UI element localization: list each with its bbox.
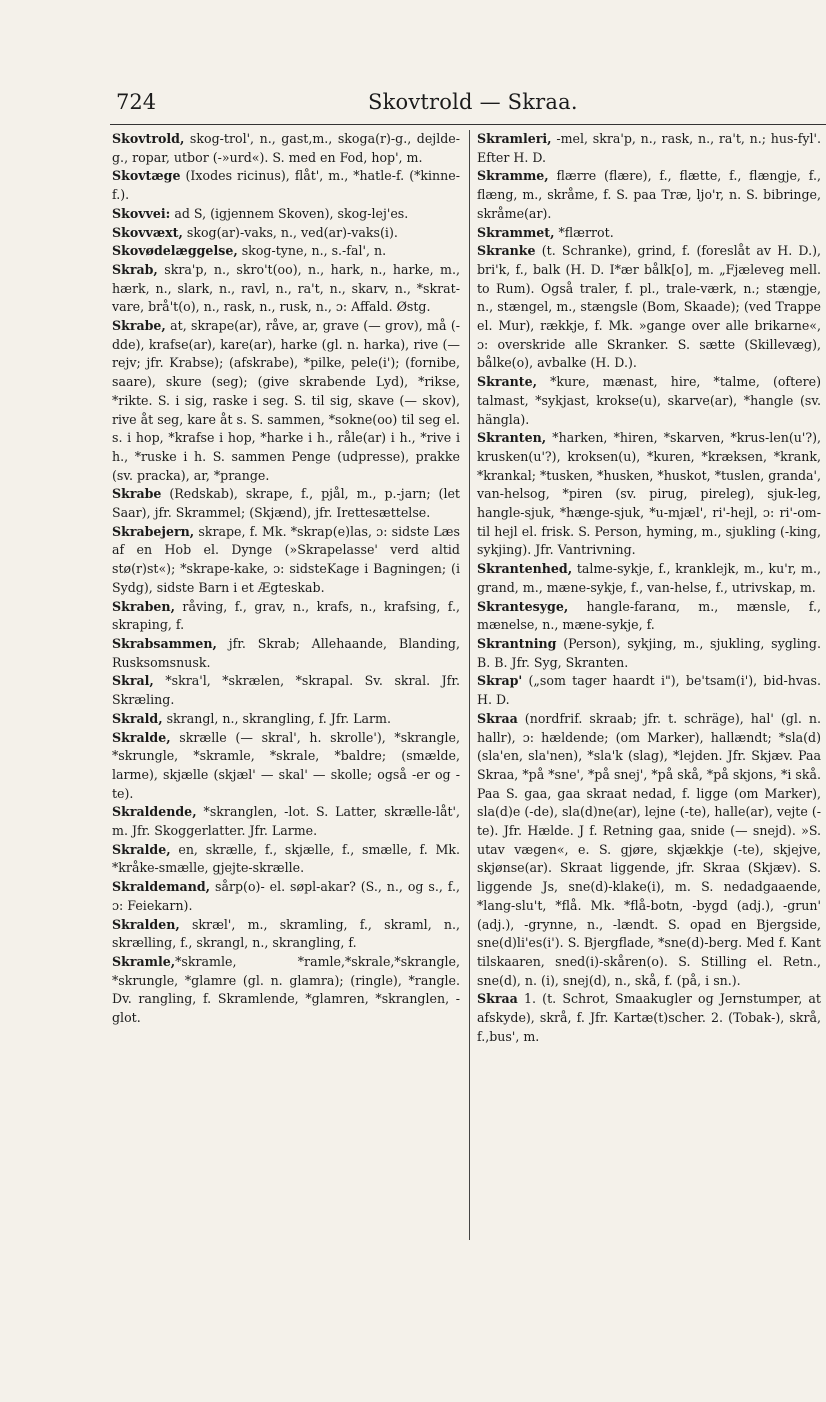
headword: Skramme, [477,168,549,184]
definition: ad S, (igjennem Skoven), skog-lej'es. [170,205,409,221]
headword: Skrabsammen, [112,635,217,651]
running-head: Skovtrold — Skraa. [368,90,578,114]
headword: Skraldende, [112,804,197,820]
dictionary-entry [477,672,821,709]
definition: skog-tyne, n., s.-fal', n. [237,243,387,259]
headword: Skovvei: [112,205,171,221]
headword: Skralde, [112,729,171,745]
definition: *kure, mænast, hire, *talme, (oftere) talmast, *sykjast, krokse(u), skarve(ar), *hangle (sv. hängla). [477,374,821,427]
definition: (Ixodes ricinus), flåt', m., *hatle-f. (*kinne-f.). [112,168,460,203]
definition: *skranglen, -lot. S. Latter, skrælle-låt', m. Jfr. Skoggerlatter. Jfr. Larme. [112,804,460,839]
dictionary-entry [112,242,460,261]
definition: („som tager haardt i"), be'tsam(i'), bid-hvas. H. D. [477,673,821,708]
dictionary-entry [477,635,821,672]
dictionary-entry [112,317,460,485]
dictionary-entry [477,224,821,243]
definition: (Person), sykjing, m., sjukling, sygling. B. B. Jfr. Syg, Skranten. [477,635,821,670]
dictionary-entry [112,261,460,317]
dictionary-entry [477,560,821,597]
definition: skog(ar)-vaks, n., ved(ar)-vaks(i). [182,224,398,240]
dictionary-entry [112,878,460,915]
headword: Skraa [477,710,518,726]
definition: skrælle (— skral', h. skrolle'), *skrangle, *skrungle, *skramle, *skrale, *baldre; (smælde, larme), skjælle (skjæl' — skal' — skolle; også -er og -te). [112,729,460,801]
headword: Skovødelæggelse, [112,243,238,259]
dictionary-entry [112,485,460,522]
dictionary-entry [112,224,460,243]
dictionary-entry [477,167,821,223]
headword: Skramleri, [477,131,552,146]
dictionary-entry [477,429,821,560]
page-header [110,88,712,122]
definition: *skra'l, *skrælen, *skrapal. Sv. skral. Jfr. Skræling. [112,673,460,708]
definition: jfr. Skrab; Allehaande, Blanding, Rusksomsnusk. [112,635,460,670]
headword: Skraa [477,991,518,1007]
definition: skog-trol', n., gast,m., skoga(r)-g., dejlde-g., ropar, utbor (-»urd«). S. med en Fod, hop', m. [112,131,460,165]
headword: Skovtæge [112,168,181,184]
dictionary-entry [112,598,460,635]
headword: Skranke [477,243,536,259]
headword: Skrab, [112,261,158,277]
definition: 1. (t. Schrot, Smaakugler og Jernstumper, at afskyde), skrå, f. Jfr. Kartæ(t)scher. 2. (Tobak-), skrå, f.,bus', m. [477,991,821,1044]
left-column [112,130,460,1028]
header-rule [110,124,826,125]
definition: -mel, skra'p, n., rask, n., ra't, n.; hus-fyl'. Efter H. D. [477,131,821,165]
dictionary-entry [112,916,460,953]
definition: at, skrape(ar), råve, ar, grave (— grov), må (-dde), krafse(ar), kare(ar), harke (gl. n. harka), rive (— rejv; jfr. Krabse); (afskrabe), *pilke, pele(i'); (fornibe, saare), skure (seg); (give skrabende Lyd), *rikse, *rikte. S. i sig, raske i seg. S. til sig, skave (— skov), rive åt seg, kare åt s. S. sammen, *sokne(oo) til seg el. s. i hop, *krafse i hop, *harke i h., råle(ar) i h., *rive i h., *ruske i h. S. sammen Penge (udpresse), prakke (sv. pracka), ar, *prange. [112,318,460,483]
dictionary-entry [112,953,460,1028]
headword: Skrap' [477,673,523,689]
definition: (Redskab), skrape, f., pjål, m., p.-jarn; (let Saar), jfr. Skrammel; (Skjænd), jfr. Irettesættelse. [112,486,460,521]
headword: Skraben, [112,598,175,614]
definition: skrape, f. Mk. *skrap(e)las, ɔ: sidste Læs af en Hob el. Dynge (»Skrapelasse' verd altid stø(r)st«); *skrape-kake, ɔ: sidsteKage i Bagningen; (i Sydg), sidste Barn i et Ægteskab. [112,523,460,595]
dictionary-entry [477,242,821,373]
definition: *skramle, *ramle,*skrale,*skrangle, *skrungle, *glamre (gl. n. glamra); (ringle), *rangle. Dv. rangling, f. Skramlende, *glamren, *skranglen, -glot. [112,953,460,1026]
headword: Skrantesyge, [477,598,569,614]
headword: Skramle, [112,953,176,969]
headword: Skrammet, [477,224,555,240]
definition: *flærrot. [554,224,614,240]
definition: skræl', m., skramling, f., skraml, n., skrælling, f., skrangl, n., skrangling, f. [112,916,460,951]
dictionary-entry [112,523,460,598]
headword: Skrantning [477,635,557,651]
dictionary-entry [477,710,821,991]
right-column [477,130,821,1046]
headword: Skraldemand, [112,879,211,895]
dictionary-entry [112,167,460,204]
dictionary-entry [477,990,821,1046]
headword: Skovtrold, [112,131,185,146]
dictionary-entry [112,729,460,804]
definition: hangle-faranɑ, m., mænsle, f., mænelse, n., mæne-sykje, f. [477,598,821,633]
dictionary-entry [112,710,460,729]
headword: Skrabe [112,486,162,502]
headword: Skrald, [112,710,163,726]
definition: (nordfrif. skraab; jfr. t. schräge), hal' (gl. n. hallr), ɔ: hældende; (om Marker), hallændt; *sla(d) (sla'en, sla'nen), *sla'k (slag), *lejden. Jfr. Skjæv. Paa Skraa, *på *sne', *på snej', *på skå, *på skjons, *i skå. Paa S. gaa, gaa skraat nedad, f. ligge (om Marker), sla(d)e (-de), sla(d)ne(ar), lejne (-te), halle(ar), vejte (-te). Jfr. Hælde. J f. Retning gaa, snide (— snejd). »S. utav vægen«, e. S. gjøre, skjækkje (-te), skjejve, skjønse(ar). Skraat liggende, jfr. Skraa (Skjæv). S. liggende Js, sne(d)-klake(i), m. S. nedadgaaende, *lang-slu't, *flå. Mk. *flå-botn, -bygd (adj.), -grun' (adj.), -grynne, n., -lændt. S. opad en Bjergside, sne(d)li'es(i'). S. Bjergflade, *sne(d)-berg. Med f. Kant tilskaaren, sned(i)-skåren(o). S. Stilling el. Retn., sne(d), n. (i), snej(d), n., skå, f. (på, i sn.). [477,710,821,988]
dictionary-entry [477,373,821,429]
dictionary-entry [112,672,460,709]
headword: Skrante, [477,374,537,390]
headword: Skrabe, [112,318,166,334]
headword: Skrantenhed, [477,561,573,577]
definition: *harken, *hiren, *skarven, *krus-len(u'?), krusken(u'?), kroksen(u), *kuren, *kræksen, *krank, *krankal; *tusken, *husken, *huskot, *tuslen, granda', van-helsog, *piren (sv. pirug, pireleg), sjuk-leg, hangle-sjuk, *hænge-sjuk, *u-mjæl', ri'-hejl, ɔ: ri'-om-til hejl el. frisk. S. Person, hyming, m., sjukling (-king, sykjing). Jfr. Vantrivning. [477,430,821,558]
dictionary-entry [112,803,460,840]
definition: en, skrælle, f., skjælle, f., smælle, f. Mk. *kråke-smælle, gjejte-skrælle. [112,841,460,876]
headword: Skral, [112,673,154,689]
definition: (t. Schranke), grind, f. (foreslåt av H. D.), bri'k, f., balk (H. D. I*ær bålk[o], m. „Fjæleveg mell. to Rum). Også traler, f. pl., trale-værk, n.; stængje, n., stængel, m., stængsle (Bom, Skaade); (ved Trappe el. Mur), rækkje, f. Mk. »gange over alle brikarne«, ɔ: overskride alle Skranker. S. sætte (Skillevæg), bålke(o), avbalke (H. D.). [477,243,821,371]
definition: skrangl, n., skrangling, f. Jfr. Larm. [162,710,391,726]
headword: Skrabejern, [112,523,195,539]
column-divider [469,130,470,1240]
definition: talme-sykje, f., kranklejk, m., ku'r, m., grand, m., mæne-sykje, f., van-helse, f., utrivskap, m. [477,561,821,595]
headword: Skralde, [112,841,171,857]
dictionary-entry [112,841,460,878]
headword: Skralden, [112,916,180,932]
definition: flærre (flære), f., flætte, f., flængje, f., flæng, m., skråme, f. S. paa Træ, ljo'r, n. S. bibringe, skråme(ar). [477,168,821,221]
dictionary-entry [477,598,821,635]
definition: skra'p, n., skro't(oo), n., hark, n., harke, m., hærk, n., slark, n., ravl, n., ra't, n., skarv, n., *skrat-vare, brå't(o), n., rask, n., rusk, n., ɔ: Affald. Østg. [112,261,460,315]
definition: sårp(o)- el. søpl-akar? (S., n., og s., f., ɔ: Feiekarn). [112,879,460,913]
headword: Skovvæxt, [112,224,183,240]
dictionary-entry [112,130,460,167]
headword: Skranten, [477,430,547,446]
dictionary-entry [112,205,460,224]
dictionary-entry [477,130,821,167]
dictionary-entry [112,635,460,672]
page-number: 724 [116,90,157,114]
definition: råving, f., grav, n., krafs, n., krafsing, f., skraping, f. [112,598,460,633]
